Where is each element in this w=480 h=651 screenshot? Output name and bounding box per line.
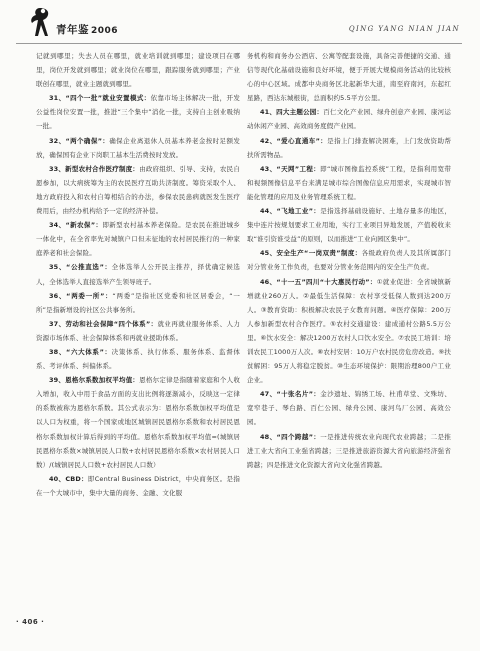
entry-text: 金沙遗址、锦绣工场、杜甫草堂、文殊坊、宽窄巷子、琴台路、百仁公园、绿舟公园、康河鸟厂公园、高效公园。 [247, 390, 451, 427]
entry-heading: 33、新型农村合作医疗制度： [49, 164, 140, 173]
entry-heading: 37、劳动和社会保障“四个体系”： [49, 319, 158, 328]
glossary-entry [36, 345, 240, 373]
entry-text: ①就业促进：全省城镇新增就业260万人。②最低生活保障：农村享受低保人数到达200万人。③教育资助：积极解决农民子女教育问题。④医疗保障：200万人参加新型农村合作医疗。⑤农村交通建设：建成通村公路5.5万公里。⑥饮水安全：解决1200万农村人口饮水安全。⑦农民工培训：培训农民工1000万人次。⑧农村安居：10万户农村民房危房改造。⑨扶贫解困：95万人将稳定脱贫。⑩生态环境保护：限期治理800户工业企业。 [247, 277, 451, 385]
brand-text: 青 [56, 24, 67, 36]
entry-heading: 31、“四个一批”就业安置模式： [49, 94, 151, 103]
header-divider [16, 43, 462, 44]
dancer-logo-icon [26, 6, 54, 40]
entry-heading: 36、“两委一所”： [49, 291, 113, 300]
entry-heading: 38、“六大体系”： [49, 347, 112, 356]
page-header [16, 6, 462, 42]
glossary-entry [247, 246, 451, 274]
entry-text: 是指选择基础设施好、土地存量多的地区，集中连片按规划要求工业用地，实行工业项目异地发展，产值税收来取“谁引资谁受益”的原则，以而推进“工业向园区集中”。 [247, 207, 451, 244]
header-right-title: QING YANG NIAN JIAN [348, 25, 460, 33]
entry-heading: 32、“两个确保”： [49, 136, 110, 145]
entry-text: 即“城市图像监控系统”工程，是指利用宽带和视频图像信息平台来满足城市综合图像信息应用需求，实现城市智能化管理的应用及业务管理系统工程。 [247, 164, 451, 201]
entry-text: 即Central Business District，中央商务区。是指在一个大城市中，集中大量的商务、金融、文化服 [36, 474, 240, 497]
entry-heading: 43、“天网”工程： [260, 164, 321, 173]
glossary-entry [36, 260, 240, 288]
entry-text: 决策体系、执行体系、服务体系、监督体系、考评体系、纠偏体系。 [36, 347, 240, 371]
entry-heading: 47、“十张名片”： [260, 390, 321, 399]
entry-text: 记就到哪里；失去人员在哪里，就业培训就到哪里；建设项目在哪里，岗位开发就到哪里；就业岗位在哪里，跟踪服务就到哪里；产业联创在哪里，就业主题就到哪里。 [36, 52, 240, 89]
glossary-entry [36, 289, 240, 317]
glossary-entry [36, 472, 240, 500]
entry-text: 一是推进传统农业向现代农业跨越；二是推进工业大省向工业强省跨越；三是推进旅游资源大省向旅游经济强省跨越；四是推进文化资源大省向文化强省跨越。 [247, 432, 451, 469]
entry-heading: 42、“爱心直通车”： [260, 136, 328, 145]
entry-heading: 44、“飞地工业”： [260, 207, 321, 216]
entry-text: 确保企业离退休人员基本养老金按时足额发放，确保国有企业下岗职工基本生活费按时发放。 [36, 136, 240, 159]
glossary-entry [247, 430, 451, 472]
entry-text: 就业再就业服务体系、人力资源市场体系、社会保障体系和再就业援助体系。 [36, 319, 240, 342]
glossary-entry [247, 105, 451, 133]
glossary-entry [36, 134, 240, 162]
entry-heading: 48、“四个跨越”： [260, 432, 321, 441]
entry-heading: 34、“新农保”： [49, 221, 103, 230]
entry-text: 恩格尔定律是指随着家庭和个人收入增加，收入中用于食品方面的支出比例将逐渐减小，反映这一定律的系数被称为恩格尔系数。其公式表示为：恩格尔系数加权平均值是以人口为权重，将一个国家或地区城镇居民恩格尔系数和农村居民恩格尔系数加权计算后得到的平均值。恩格尔系数加权平均值=(城镇居民恩格尔系数×城镇居民人口数+农村居民恩格尔系数×农村居民人口数）/(城镇居民人口数+农村居民人口数） [36, 376, 240, 469]
glossary-entry [36, 317, 240, 345]
glossary-entry [247, 134, 451, 162]
entry-text: 百仁文化产业园、绿舟创意产业园、康河运动休闲产业园、高效商务度假产业园。 [247, 108, 451, 131]
right-column [247, 49, 451, 609]
entry-heading: 41、四大主题公园： [260, 108, 324, 117]
glossary-entry [247, 49, 451, 105]
yearbook-brand [56, 22, 118, 37]
entry-text: 即新型农村基本养老保险。是农民在推进城乡一体化中，在全省率先对城镇户口但未征地的农村居民推行的一种家庭养老和社会保险。 [36, 221, 240, 258]
left-column [36, 49, 240, 609]
glossary-entry [36, 91, 240, 133]
glossary-entry [247, 162, 451, 204]
glossary-entry [36, 162, 240, 218]
glossary-entry [36, 373, 240, 472]
glossary-entry [247, 387, 451, 429]
entry-text: 全体选举人公开民主推荐，择优确定候选人，全体选举人直接选举产生领导班子。 [36, 263, 240, 286]
entry-heading: 46、“十一五”四川“十大惠民行动”： [260, 277, 377, 286]
glossary-entry [36, 218, 240, 260]
entry-text: 是指上门排查解决困难，上门发放资助帮扶所需物品。 [247, 136, 451, 159]
glossary-entry [247, 204, 451, 246]
entry-heading: 35、“公推直选”： [49, 263, 112, 272]
brand-year: 2006 [91, 26, 119, 36]
brand-mid-text: 年鉴 [67, 24, 89, 36]
glossary-entry [36, 49, 240, 91]
entry-heading: 45、安全生产“一岗双责”制度： [260, 249, 362, 258]
entry-heading: 39、恩格尔系数加权平均值： [49, 376, 140, 385]
entry-text: 务机构和商务办公酒店、公寓等配套设施，具备完善便捷的交通、通信等现代化基础设施和良好环境，便于开展大规模商务活动的比较核心的中心区域。成都中央商务区北起新华大道，南至府南河，东起红星路，西达东城根街，总面积约5.5平方公里。 [247, 52, 451, 103]
entry-text: 各级政府负责人及其所属部门对分管业务工作负责，也要对分管业务范围内的安全生产负责。 [247, 249, 451, 272]
glossary-entry [247, 275, 451, 388]
entry-text: 依靠市场主体解决一批，开发公益性岗位安置一批，推进“三个集中”消化一批，支持自主创业吸纳一批。 [36, 94, 240, 131]
page-number: · 406 · [16, 618, 45, 626]
entry-text: “两委”是指社区党委和社区居委会，“一所”是指新增设的社区公共事务所。 [36, 291, 240, 314]
entry-text: 由政府组织、引导、支持，农民自愿参加，以大病统筹为主的农民医疗互助共济制度。筹资采取个人、地方政府投入和农村自筹相结合的办法，参保农民患病就医发生医疗费用后，由经办机构给予一定的经济补偿。 [36, 164, 240, 216]
entry-heading: 40、CBD： [49, 474, 88, 483]
